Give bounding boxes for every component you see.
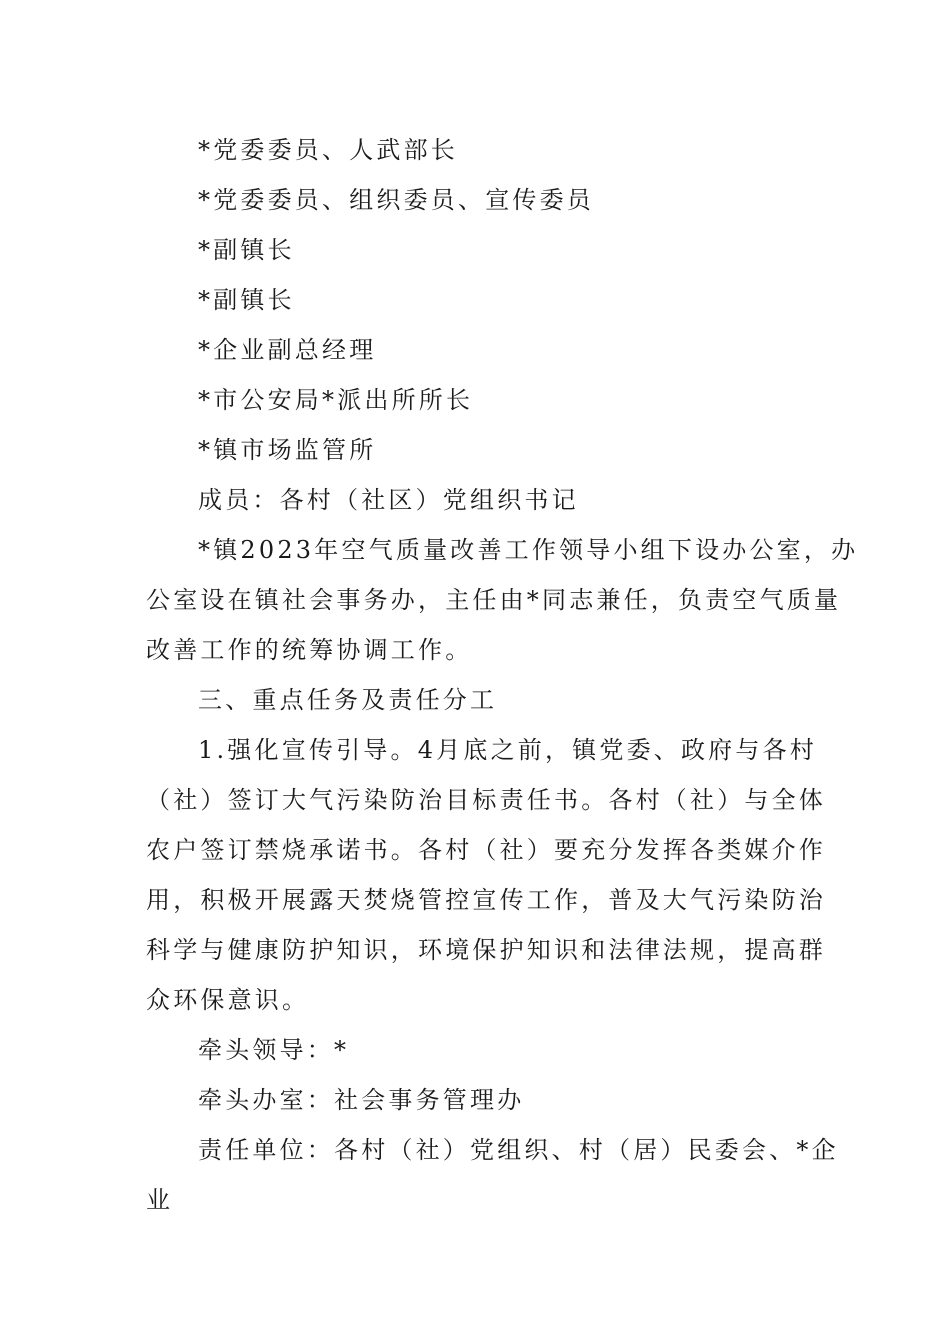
member-line: *镇市场监管所 [198,436,377,464]
member-line: *副镇长 [198,286,295,314]
paragraph-task-line: 1.强化宣传引导。4月底之前，镇党委、政府与各村 [198,736,817,764]
paragraph-office-line: *镇2023年空气质量改善工作领导小组下设办公室，办 [198,536,859,564]
lead-leader-line: 牵头领导：* [198,1036,350,1064]
paragraph-office-line: 公室设在镇社会事务办，主任由*同志兼任，负责空气质量 [146,586,842,614]
member-line: *企业副总经理 [198,336,377,364]
members-line: 成员：各村（社区）党组织书记 [198,486,579,514]
member-line: *党委委员、组织委员、宣传委员 [198,186,594,214]
responsible-units-line: 业 [146,1186,174,1214]
paragraph-task-line: （社）签订大气污染防治目标责任书。各村（社）与全体 [146,786,826,814]
member-line: *副镇长 [198,236,295,264]
member-line: *市公安局*派出所所长 [198,386,474,414]
paragraph-task-line: 农户签订禁烧承诺书。各村（社）要充分发挥各类媒介作 [146,836,826,864]
member-line: *党委委员、人武部长 [198,136,458,164]
paragraph-task-line: 众环保意识。 [146,986,310,1014]
paragraph-office-line: 改善工作的统筹协调工作。 [146,636,473,664]
paragraph-task-line: 用，积极开展露天焚烧管控宣传工作，普及大气污染防治 [146,886,826,914]
responsible-units-line: 责任单位：各村（社）党组织、村（居）民委会、*企 [198,1136,839,1164]
paragraph-task-line: 科学与健康防护知识，环境保护知识和法律法规，提高群 [146,936,826,964]
section-heading: 三、重点任务及责任分工 [198,686,498,714]
lead-office-line: 牵头办室：社会事务管理办 [198,1086,525,1114]
